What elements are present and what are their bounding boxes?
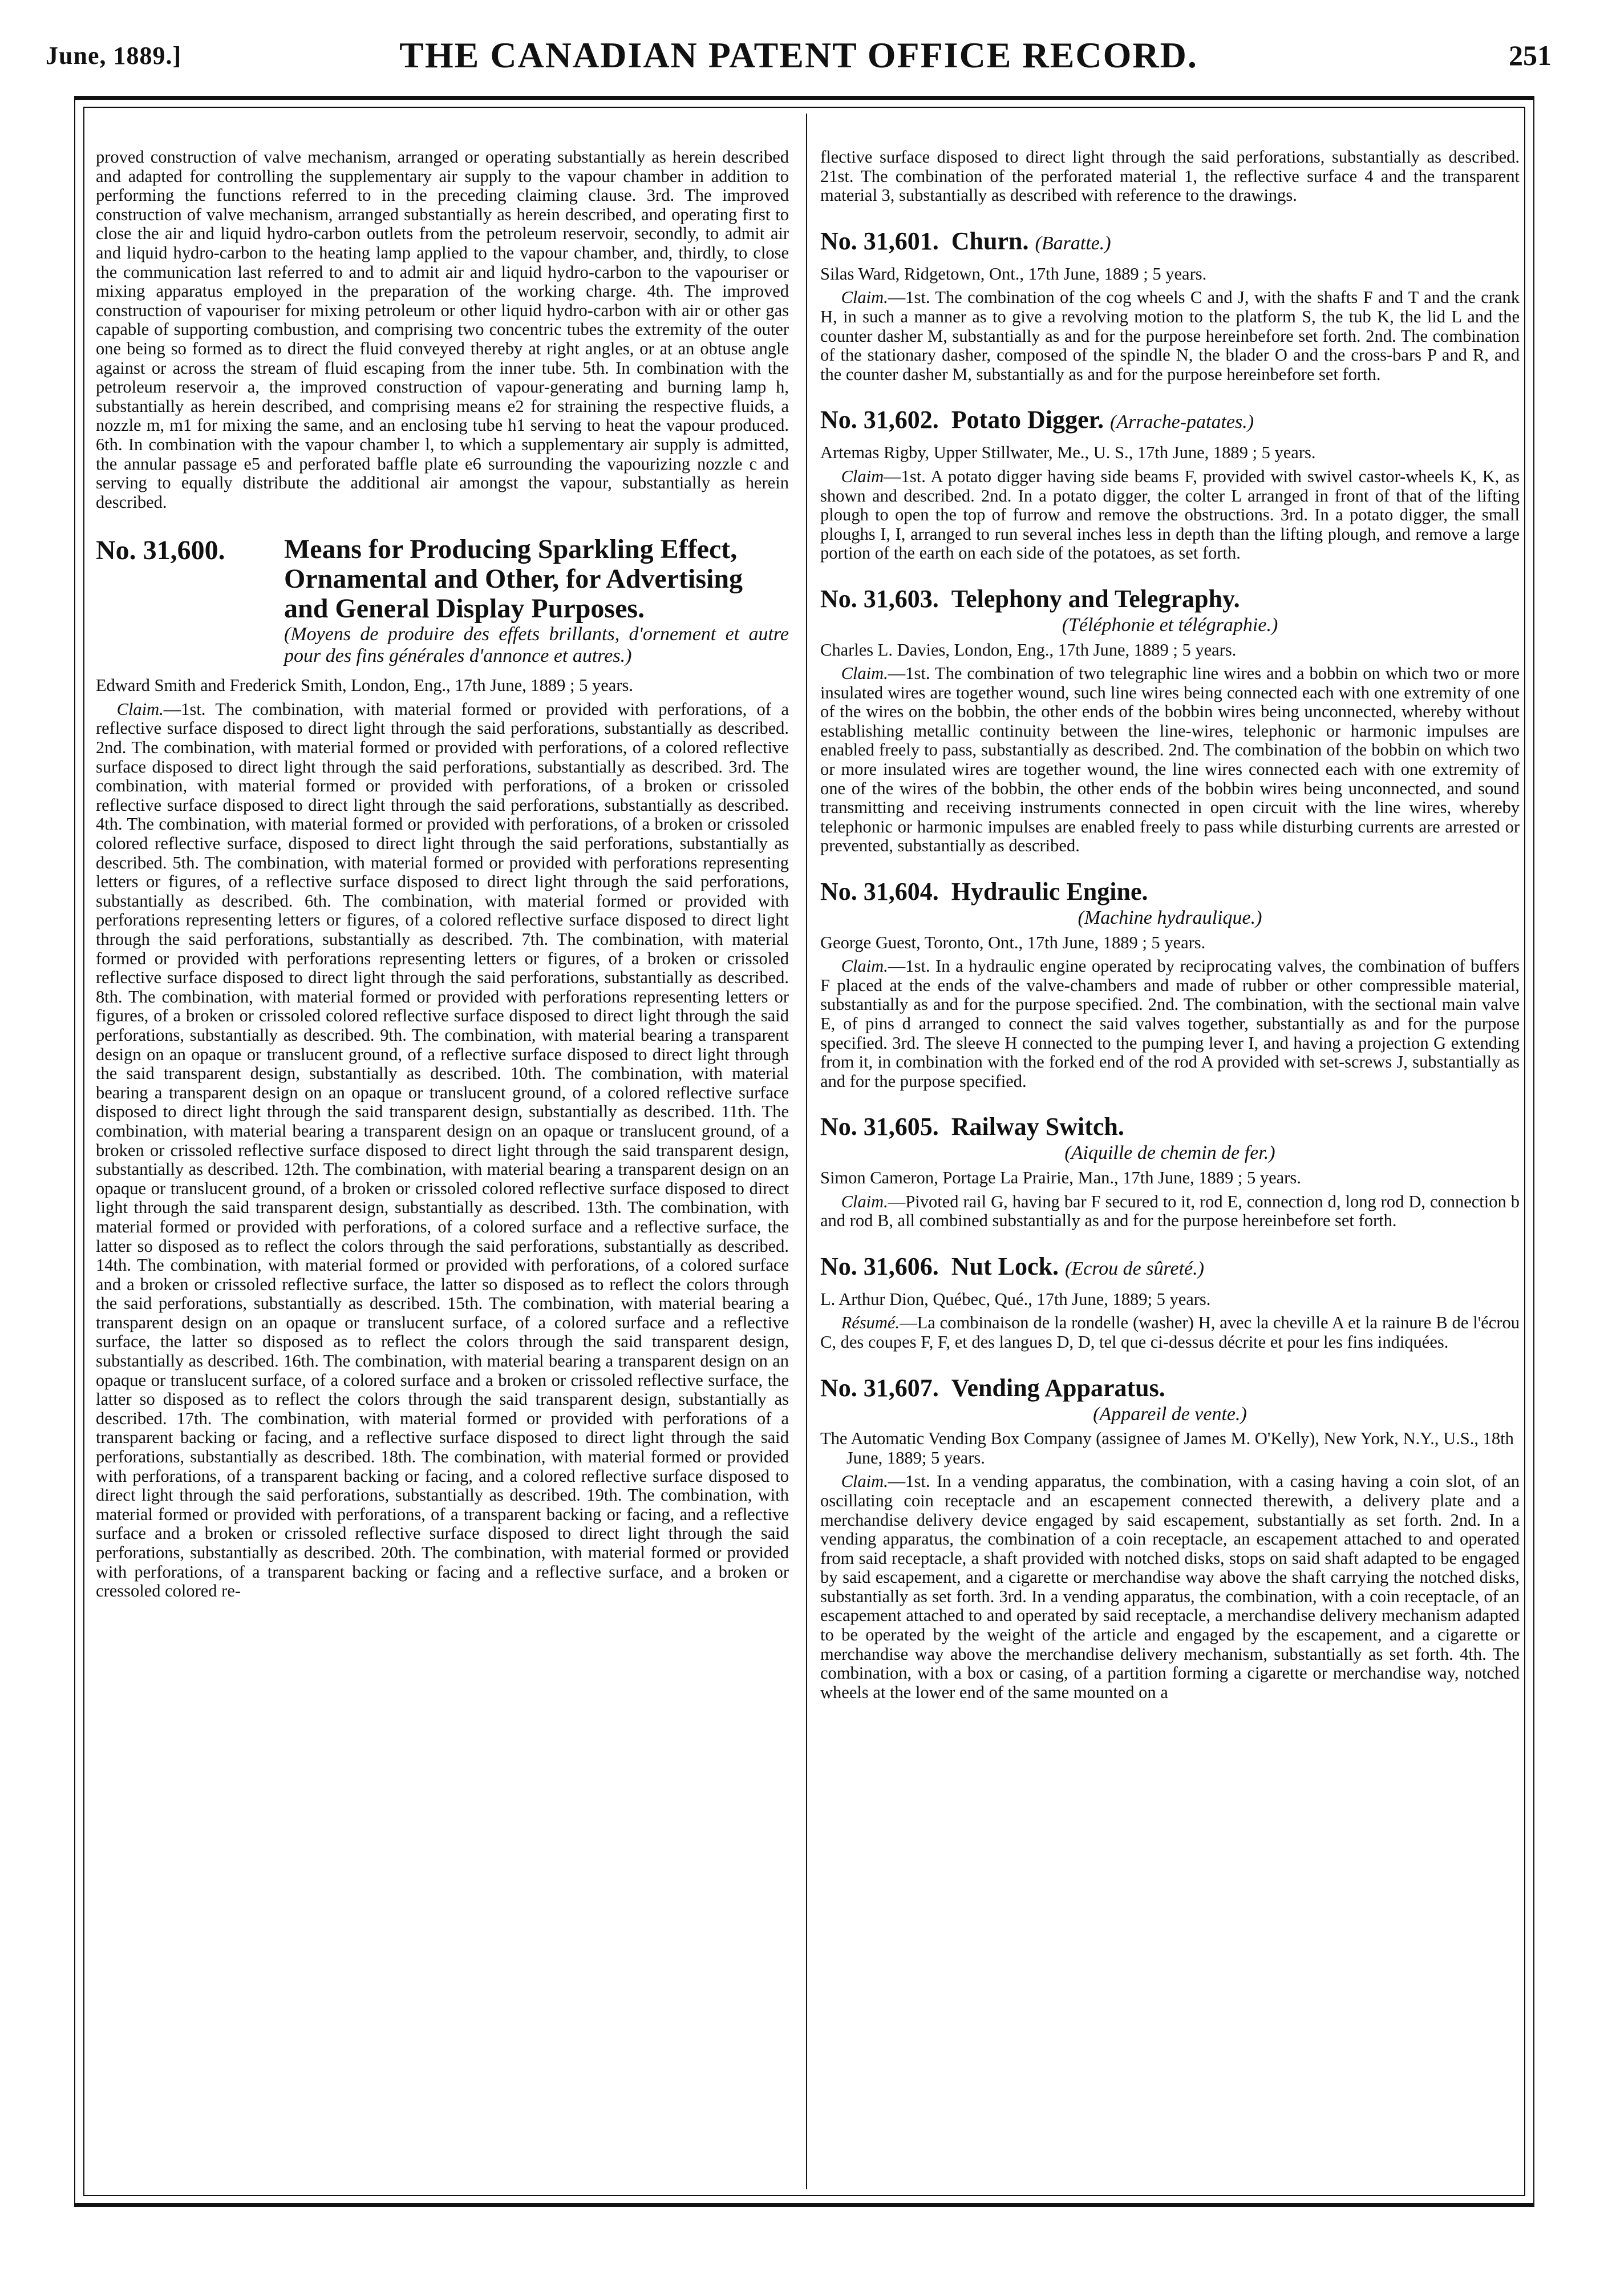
patent-heading xyxy=(820,406,1520,436)
patent-title: Churn. xyxy=(951,227,1029,255)
patent-entry-31607 xyxy=(820,1374,1520,1703)
patent-number: No. 31,603. xyxy=(820,584,939,613)
patent-number: No. 31,606. xyxy=(820,1252,939,1280)
patent-inventors: Simon Cameron, Portage La Prairie, Man., 17th June, 1889 ; 5 years. xyxy=(820,1167,1301,1187)
patent-heading xyxy=(820,878,1520,906)
patent-title: Hydraulic Engine. xyxy=(951,878,1148,906)
claim-text: —La combinaison de la rondelle (washer) H, avec la cheville A et la rainure B de l'écrou C, des coupes F, F, et des langues D, D, tel que ci-dessus décrite et pour les fins indiquées. xyxy=(820,1313,1520,1352)
claim-label: Claim. xyxy=(841,1472,888,1491)
patent-french-title: (Moyens de produire des effets brillants, d'ornement et autre pour des fins générales d'annonce et autres.) xyxy=(284,624,789,667)
patent-heading xyxy=(96,535,789,667)
patent-title: Means for Producing Sparkling Effect, Ornamental and Other, for Advertising and General Display Purposes. xyxy=(284,534,743,624)
patent-title: Nut Lock. xyxy=(951,1252,1059,1280)
patent-entry-31602 xyxy=(820,406,1520,563)
continued-claim-text: flective surface disposed to direct light through the said perforations, substantially as described. 21st. The combination of the perforated material 1, the reflective surface 4 and the transparent material 3, substantially as described with reference to the drawings. xyxy=(820,148,1520,205)
patent-number: No. 31,601. xyxy=(820,227,939,255)
right-column xyxy=(820,148,1520,2184)
patent-title: Potato Digger. xyxy=(951,406,1104,434)
patent-claim xyxy=(820,288,1520,384)
claim-label: Claim. xyxy=(116,699,164,719)
patent-title-block xyxy=(284,535,789,667)
patent-title: Railway Switch. xyxy=(951,1113,1124,1141)
patent-number: No. 31,604. xyxy=(820,878,939,906)
patent-inventors: The Automatic Vending Box Company (assignee of James M. O'Kelly), New York, N.Y., U.S., 18th June, 1889; 5 years. xyxy=(820,1429,1514,1468)
patent-title: Telephony and Telegraphy. xyxy=(951,584,1240,613)
patent-entry-31603 xyxy=(820,585,1520,856)
left-column xyxy=(96,148,789,2184)
patent-claim xyxy=(820,1313,1520,1352)
content-frame xyxy=(74,96,1534,2207)
claim-label: Claim. xyxy=(841,956,888,976)
claim-text: —1st. The combination of two telegraphic line wires and a bobbin on which two or more insulated wires are together wound, such line wires being connected each with one extremity of one of the wires on the bobbin, the other ends of the bobbin wires being unconnected, whereby without establishing metallic continuity between the line-wires, telephonic or harmonic impulses are enabled freely to pass, substantially as described. 2nd. The combination of the bobbin on which two or more insulated wires are together wound, the line wires connected each with one extremity of one of the wires of the bobbin, the other ends of the bobbin wires being unconnected, and sound transmitting and receiving instruments connected in open circuit with the line wires, whereby telephonic or harmonic impulses are enabled freely to pass while disturbing currents are arrested or prevented, substantially as described. xyxy=(820,664,1520,856)
patent-french-title: (Baratte.) xyxy=(1035,232,1111,254)
patent-title: Vending Apparatus. xyxy=(951,1373,1165,1402)
patent-inventors: George Guest, Toronto, Ont., 17th June, 1889 ; 5 years. xyxy=(820,932,1206,952)
patent-french-title: (Arrache-patates.) xyxy=(1109,411,1254,433)
patent-claim xyxy=(820,1472,1520,1702)
patent-french-title: (Ecrou de sûreté.) xyxy=(1065,1258,1204,1279)
patent-entry-31605 xyxy=(820,1113,1520,1230)
patent-claim xyxy=(820,664,1520,856)
header-date: June, 1889.] xyxy=(46,42,182,70)
claim-text: —1st. A potato digger having side beams F, provided with swivel castor-wheels K, K, as shown and described. 2nd. In a potato digger, the colter L arranged in front of that of the lifting plough to open the top of furrow and remove the obstructions. 3rd. In a potato digger, the small ploughs I, I, arranged to run several inches less in depth than the lifting plough, and remove a large portion of the earth on each side of the potatoes, as set forth. xyxy=(820,466,1520,563)
patent-claim xyxy=(820,467,1520,563)
patent-heading xyxy=(820,585,1520,613)
patent-french-title: (Appareil de vente.) xyxy=(1093,1403,1247,1425)
patent-french-title: (Téléphonie et télégraphie.) xyxy=(1062,614,1278,636)
patent-inventors: L. Arthur Dion, Québec, Qué., 17th June, 1889; 5 years. xyxy=(820,1289,1211,1309)
claim-label: Claim. xyxy=(841,288,888,308)
patent-entry-31604 xyxy=(820,878,1520,1091)
continued-claim-text: proved construction of valve mechanism, arranged or operating substantially as herein described and adapted for controlling the supplementary air supply to the vapour chamber in addition to performing the functions referred to in the preceding claiming clause. 3rd. The improved construction of valve mechanism, arranged substantially as herein described, and operating first to close the air and liquid hydro-carbon outlets from the petroleum reservoir, secondly, to admit air and liquid hydro-carbon to the heating lamp applied to the vapour chamber, and, thirdly, to close the communication last referred to and to admit air and liquid hydro-carbon to the vapouriser or mixing apparatus employed in the preparation of the working charge. 4th. The improved construction of vapouriser for mixing petroleum or other liquid hydro-carbon with air or other gas capable of supporting combustion, and comprising two concentric tubes the extremity of the outer one being so formed as to direct the fluid conveyed thereby at right angles, or at an obtuse angle against or across the stream of fluid escaping from the inner tube. 5th. In combination with the petroleum reservoir a, the improved construction of vapour-generating and burning lamp h, substantially as herein described, and comprising means e2 for straining the respective fluids, a nozzle m, m1 for mixing the same, and an enclosing tube h1 serving to heat the vapour produced. 6th. In combination with the vapour chamber l, to which a supplementary air supply is admitted, the annular passage e5 and perforated baffle plate e6 surrounding the vapourizing nozzle c and serving to equally distribute the additional air amongst the vapour, substantially as herein described. xyxy=(96,148,789,512)
patent-french-title: (Aiquille de chemin de fer.) xyxy=(1064,1142,1275,1164)
claim-text: —1st. The combination, with material formed or provided with perforations, of a reflective surface disposed to direct light through the said perforations, substantially as described. 2nd. The combination, with material formed or provided with perforations, of a colored reflective surface disposed to direct light through the said perforations, substantially as described. 3rd. The combination, with material formed or provided with perforations, of a broken or crissoled reflective surface disposed to direct light through the said perforations, substantially as described. 4th. The combination, with material formed or provided with perforations, of a broken or crissoled colored reflective surface, disposed to direct light through the said perforations, substantially as described. 5th. The combination, with material formed or provided with perforations representing letters or figures, of a reflective surface disposed to direct light through the said perforations, substantially as described. 6th. The combination, with material formed or provided with perforations representing letters or figures, of a colored reflective surface disposed to direct light through the said perforations, substantially as described. 7th. The combination, with material formed or provided with perforations representing letters or figures, of a broken or crissoled reflective surface disposed to direct light through the said perforations, substantially as described. 8th. The combination, with material formed or provided with perforations representing letters or figures, of a broken or crissoled colored reflective surface disposed to direct light through the said perforations, substantially as described. 9th. The combination, with material bearing a transparent design on an opaque or translucent ground, of a reflective surface disposed to direct light through the said transparent design, substantially as described. 10th. The combination, with material bearing a transparent design on an opaque or translucent ground, of a colored reflective surface disposed to direct light through the said transparent design, substantially as described. 11th. The combination, with material bearing a transparent design on an opaque or translucent ground, of a broken or crissoled reflective surface disposed to direct light through the said transparent design, substantially as described. 12th. The combination, with material bearing a transparent design on an opaque or translucent ground, of a broken or crissoled colored reflective surface disposed to direct light through the said transparent design, substantially as described. 13th. The combination, with material formed or provided with perforations, of a colored surface and a reflective surface, the latter so disposed as to reflect the colors through the said perforations, substantially as described. 14th. The combination, with material formed or provided with perforations, of a colored surface and a broken or crissoled reflective surface, the latter so disposed as to reflect the colors through the said perforations, substantially as described. 15th. The combination, with material bearing a transparent design on an opaque or translucent surface, of a colored surface and a reflective surface, the latter so disposed as to reflect the colors through the said transparent design, substantially as described. 16th. The combination, with material bearing a transparent design on an opaque or translucent surface, of a colored surface and a broken or crissoled reflective surface, the latter so disposed as to reflect the colors through the said transparent design, substantially as described. 17th. The combination, with material formed or provided with perforations of a transparent backing or facing, and a reflective surface disposed to direct light through the said perforations, substantially as described. 18th. The combination, with material formed or provided with perforations, of a transparent backing or facing, and a colored reflective surface disposed to direct light through the said perforations, substantially as described. 19th. The combination, with material formed or provided with perforations, of a transparent backing or facing, and a reflective surface and a broken or crissoled reflective surface disposed to direct light through the said perforations, substantially as described. 20th. The combination, with material formed or provided with perforations, of a transparent backing or facing and a reflective surface, and a broken or cressoled colored re- xyxy=(96,699,789,1601)
claim-label: Claim xyxy=(841,466,884,486)
claim-text: —1st. In a vending apparatus, the combination, with a casing having a coin slot, of an oscillating coin receptacle and an escapement connected therewith, a delivery plate and a merchandise delivery device engaged by said escapement, substantially as set forth. 2nd. In a vending apparatus, the combination of a coin receptacle, an escapement attached to and operated from said receptacle, a shaft provided with notched disks, stops on said shaft adapted to be engaged by said escapement, and a cigarette or merchandise way above the shaft carrying the notched disks, substantially as set forth. 3rd. In a vending apparatus, the combination, with a coin receptacle, of an escapement attached to and operated by said receptacle, a merchandise delivery mechanism adapted to be operated by the weight of the article and engaged by the escapement, and a cigarette or merchandise way above the merchandise delivery mechanism, substantially as set forth. 4th. The combination, with a box or casing, of a partition forming a cigarette or merchandise way, notched wheels at the lower end of the same mounted on a xyxy=(820,1472,1520,1702)
running-head xyxy=(46,34,1552,86)
patent-heading xyxy=(820,227,1520,258)
patent-french-title: (Machine hydraulique.) xyxy=(1078,907,1262,929)
patent-heading xyxy=(820,1113,1520,1141)
claim-label: Résumé. xyxy=(841,1313,900,1333)
inner-frame xyxy=(83,107,1525,2196)
patent-claim xyxy=(820,1193,1520,1231)
patent-claim xyxy=(96,700,789,1601)
page-number: 251 xyxy=(1509,39,1552,71)
patent-heading xyxy=(820,1252,1520,1283)
patent-inventors: Charles L. Davies, London, Eng., 17th June, 1889 ; 5 years. xyxy=(820,640,1237,660)
patent-inventors: Silas Ward, Ridgetown, Ont., 17th June, 1889 ; 5 years. xyxy=(820,264,1207,284)
claim-text: —1st. The combination of the cog wheels C and J, with the shafts F and T and the crank H, in such a manner as to give a revolving motion to the platform S, the tub K, the lid L and the counter dasher M, substantially as and for the purpose hereinbefore set forth. 2nd. The combination of the stationary dasher, composed of the spindle N, the blader O and the cross-bars P and R, and the counter dasher M, substantially as and for the purpose hereinbefore set forth. xyxy=(820,288,1520,384)
header-title: THE CANADIAN PATENT OFFICE RECORD. xyxy=(399,35,1198,75)
patent-inventors: Edward Smith and Frederick Smith, London, Eng., 17th June, 1889 ; 5 years. xyxy=(96,676,633,696)
claim-text: —1st. In a hydraulic engine operated by reciprocating valves, the combination of buffers F placed at the ends of the valve-chambers and made of rubber or other compressible material, substantially as and for the purpose specified. 2nd. The combination, with the sectional main valve E, of pins d arranged to connect the said valves together, substantially as and for the purpose specified. 3rd. The sleeve H connected to the pumping lever I, and having a projection G extending from it, in combination with the forked end of the rod A provided with set-screws J, substantially as and for the purpose specified. xyxy=(820,956,1520,1091)
patent-number: No. 31,600. xyxy=(96,535,225,566)
patent-claim xyxy=(820,957,1520,1091)
column-divider xyxy=(806,114,807,2189)
patent-entry-31606 xyxy=(820,1252,1520,1352)
patent-entry-31601 xyxy=(820,227,1520,385)
patent-number: No. 31,605. xyxy=(820,1113,939,1141)
patent-entry-31600 xyxy=(96,535,789,1601)
claim-label: Claim. xyxy=(841,664,888,684)
claim-text: —Pivoted rail G, having bar F secured to it, rod E, connection d, long rod D, connection b and rod B, all combined substantially as and for the purpose hereinbefore set forth. xyxy=(820,1191,1520,1231)
claim-label: Claim. xyxy=(841,1191,888,1211)
patent-inventors: Artemas Rigby, Upper Stillwater, Me., U. S., 17th June, 1889 ; 5 years. xyxy=(820,443,1316,463)
patent-number: No. 31,602. xyxy=(820,406,939,434)
patent-number: No. 31,607. xyxy=(820,1373,939,1402)
patent-heading xyxy=(820,1374,1520,1402)
